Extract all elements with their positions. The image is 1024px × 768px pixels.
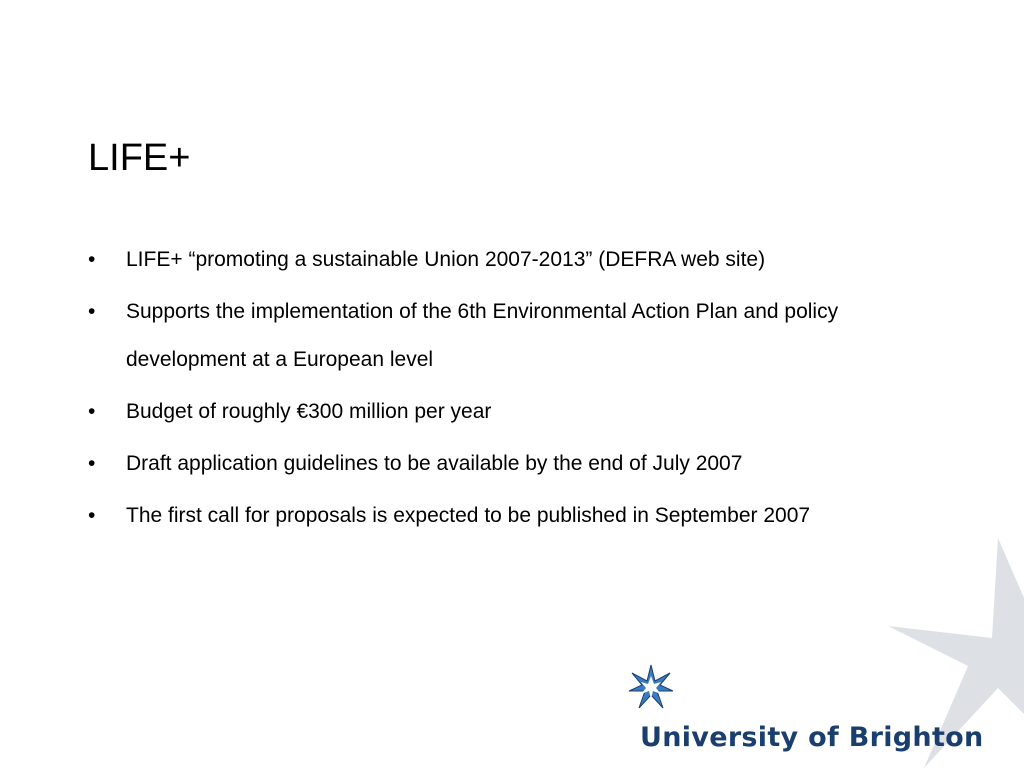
university-logo-text: University of Brighton (640, 722, 984, 753)
bullet-marker: • (88, 400, 96, 423)
bullet-marker: • (88, 248, 96, 271)
bullet-text: The first call for proposals is expected to be published in September 2007 (126, 504, 811, 527)
bullet-marker: • (88, 504, 96, 527)
bullet-marker: • (88, 300, 96, 323)
bullet-item (88, 236, 948, 284)
bullet-text: Draft application guidelines to be available by the end of July 2007 (126, 452, 743, 475)
bullet-item (88, 440, 948, 488)
bullet-text: Supports the implementation of the 6th Environmental Action Plan and policy development at a European level (126, 300, 839, 371)
slide-title: LIFE+ (88, 137, 191, 179)
bullet-marker: • (88, 452, 96, 475)
bullet-text: LIFE+ “promoting a sustainable Union 2007-2013” (DEFRA web site) (126, 248, 766, 271)
bullet-text: Budget of roughly €300 million per year (126, 400, 492, 423)
bullet-item (88, 388, 948, 436)
star-icon (628, 664, 674, 710)
bullet-item (88, 492, 948, 540)
bullet-item (88, 288, 948, 384)
bullet-list (88, 236, 948, 544)
